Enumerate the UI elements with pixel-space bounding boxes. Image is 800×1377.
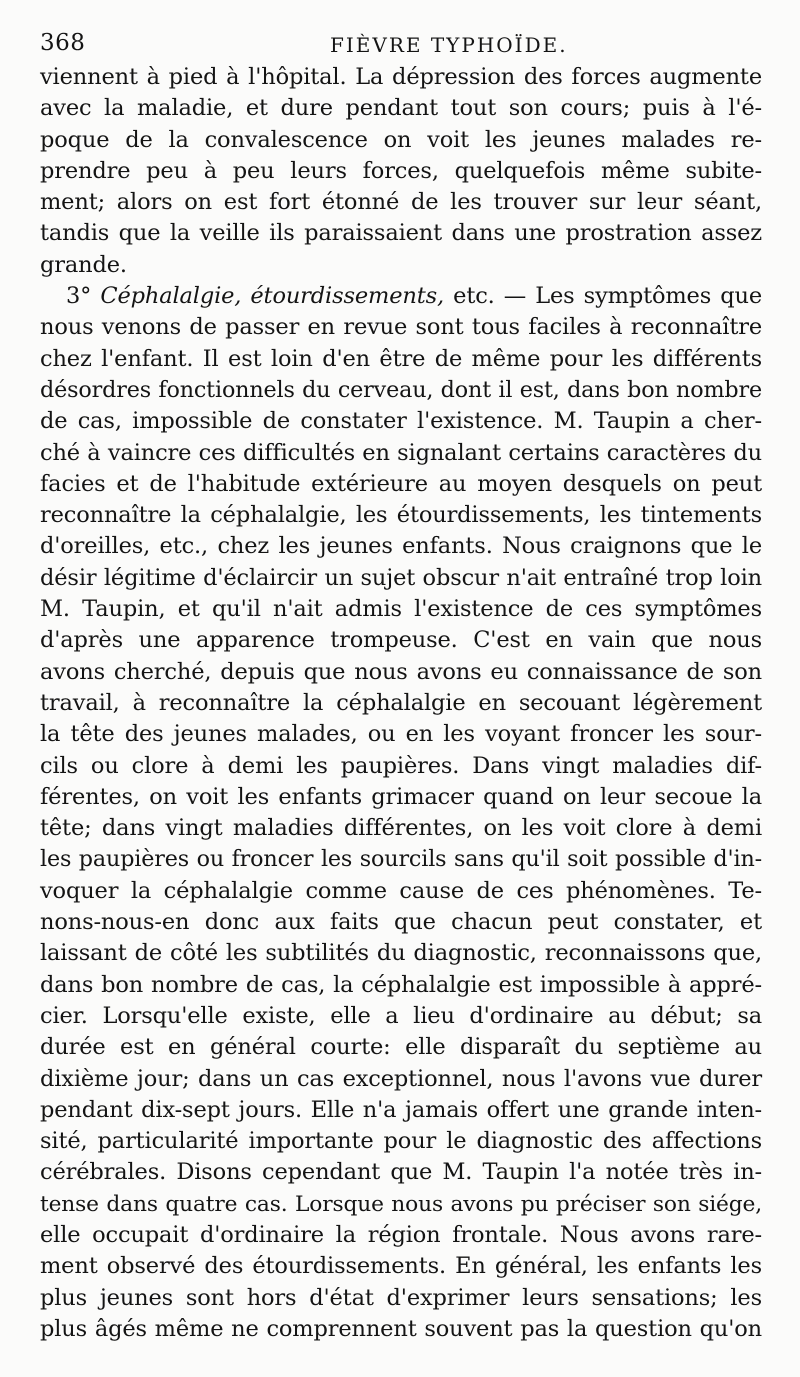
page-header bbox=[40, 30, 760, 64]
text-line: facies et de l'habitude extérieure au moyen desquels on peut bbox=[40, 470, 762, 497]
text-line: la tête des jeunes malades, ou en les voyant froncer les sour- bbox=[40, 721, 762, 748]
section-number: 3° bbox=[66, 283, 92, 310]
text-line: avec la maladie, et dure pendant tout son cours; puis à l'é- bbox=[40, 95, 762, 122]
text-line: avons cherché, depuis que nous avons eu connaissance de son bbox=[40, 658, 762, 685]
text-line: poque de la convalescence on voit les jeunes malades re- bbox=[40, 126, 762, 153]
text-line: M. Taupin, et qu'il n'ait admis l'existence de ces symptômes bbox=[40, 596, 762, 623]
page-number: 368 bbox=[40, 30, 86, 56]
text-line: voquer la céphalalgie comme cause de ces phénomènes. Te- bbox=[40, 877, 762, 904]
paragraph-2 bbox=[40, 281, 762, 1345]
text-line: prendre peu à peu leurs forces, quelquefois même subite- bbox=[40, 157, 762, 184]
text-line: ment; alors on est fort étonné de les trouver sur leur séant, bbox=[40, 189, 762, 216]
text-line: tandis que la veille ils paraissaient dans une prostration assez bbox=[40, 220, 762, 247]
text-line: elle occupait d'ordinaire la région frontale. Nous avons rare- bbox=[40, 1221, 762, 1248]
text-line: cier. Lorsqu'elle existe, elle a lieu d'ordinaire au début; sa bbox=[40, 1002, 762, 1029]
text-line: cils ou clore à demi les paupières. Dans vingt maladies dif- bbox=[40, 752, 762, 779]
text-line: pendant dix-sept jours. Elle n'a jamais offert une grande inten- bbox=[40, 1096, 762, 1123]
text-line: d'après une apparence trompeuse. C'est en vain que nous bbox=[40, 627, 762, 654]
section-heading-line bbox=[40, 281, 762, 312]
text-line: férentes, on voit les enfants grimacer quand on leur secoue la bbox=[40, 783, 762, 810]
text-line: sité, particularité importante pour le diagnostic des affections bbox=[40, 1128, 762, 1155]
text-line: chez l'enfant. Il est loin d'en être de même pour les différents bbox=[40, 345, 762, 372]
running-title: FIÈVRE TYPHOÏDE. bbox=[330, 33, 568, 57]
body-text bbox=[40, 62, 762, 1345]
text-line: dixième jour; dans un cas exceptionnel, nous l'avons vue durer bbox=[40, 1065, 762, 1092]
text-line: dans bon nombre de cas, la céphalalgie est impossible à appré- bbox=[40, 971, 762, 998]
text-line: reconnaître la céphalalgie, les étourdissements, les tintements bbox=[40, 502, 762, 529]
text-line: plus âgés même ne comprennent souvent pas la question qu'on bbox=[40, 1315, 762, 1342]
paragraph-1 bbox=[40, 62, 762, 281]
text-line: tense dans quatre cas. Lorsque nous avons pu préciser son siége, bbox=[40, 1191, 762, 1217]
text-line: désir légitime d'éclaircir un sujet obscur n'ait entraîné trop loin bbox=[40, 564, 762, 591]
text-line: nous venons de passer en revue sont tous faciles à reconnaître bbox=[40, 314, 762, 341]
text-line: d'oreilles, etc., chez les jeunes enfants. Nous craignons que le bbox=[40, 533, 762, 560]
text-line: grande. bbox=[40, 251, 127, 278]
text-line: ment observé des étourdissements. En général, les enfants les bbox=[40, 1253, 762, 1280]
text-line: tête; dans vingt maladies différentes, on les voit clore à demi bbox=[40, 815, 762, 842]
text-line: viennent à pied à l'hôpital. La dépression des forces augmente bbox=[40, 64, 762, 90]
text-line: de cas, impossible de constater l'existence. M. Taupin a cher- bbox=[40, 408, 762, 435]
section-heading-rest: etc. — Les symptômes que bbox=[453, 283, 762, 310]
text-line: ché à vaincre ces difficultés en signalant certains caractères du bbox=[40, 439, 762, 466]
text-line: nons-nous-en donc aux faits que chacun peut constater, et bbox=[40, 909, 762, 936]
text-line: désordres fonctionnels du cerveau, dont il est, dans bon nombre bbox=[40, 376, 762, 403]
text-line: durée est en général courte: elle disparaît du septième au bbox=[40, 1034, 762, 1061]
text-line: laissant de côté les subtilités du diagnostic, reconnaissons que, bbox=[40, 940, 762, 967]
text-line: travail, à reconnaître la céphalalgie en secouant légèrement bbox=[40, 689, 762, 716]
text-line: les paupières ou froncer les sourcils sans qu'il soit possible d'in- bbox=[40, 846, 762, 873]
text-line: plus jeunes sont hors d'état d'exprimer leurs sensations; les bbox=[40, 1284, 762, 1311]
section-heading: Céphalalgie, étourdissements, bbox=[100, 283, 445, 310]
text-line: cérébrales. Disons cependant que M. Taupin l'a notée très in- bbox=[40, 1159, 762, 1186]
